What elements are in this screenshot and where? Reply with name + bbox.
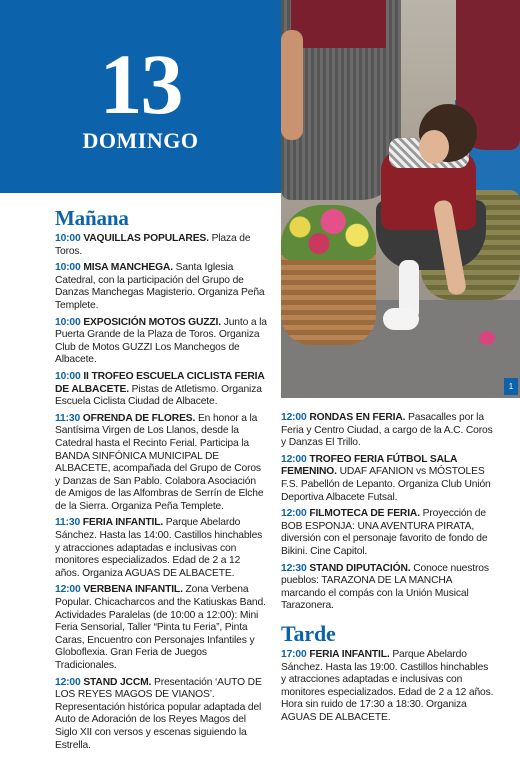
schedule-column-left bbox=[55, 205, 267, 756]
event-description: En honor a la Santísima Virgen de Los Llanos, desde la Catedral hasta el Recinto Ferial. Participa la BANDA SINFÓNICA MUNICIPAL DE ALBACETE, acompañada del Grupo de Coros y Danzas de San Pablo. Colabora Asociación de Amigos de las Alfombras de Serrín de Elche de la Sierra. Organiza Peña Templete. bbox=[55, 412, 264, 512]
event-title: FERIA INFANTIL. bbox=[82, 517, 164, 529]
photo-woman-arm bbox=[281, 30, 303, 140]
event-time: 10:00 bbox=[55, 316, 81, 328]
event-description: Plaza de Toros. bbox=[55, 233, 251, 257]
event-item bbox=[55, 584, 267, 672]
page-number: 1 bbox=[504, 378, 518, 395]
schedule-column-right bbox=[281, 412, 494, 728]
section-title-morning: Mañana bbox=[55, 206, 129, 230]
morning-continued-events bbox=[281, 412, 494, 613]
event-item bbox=[55, 233, 267, 258]
event-item bbox=[281, 563, 494, 613]
day-header bbox=[0, 0, 281, 193]
event-title: STAND JCCM. bbox=[83, 676, 152, 688]
event-title: STAND DIPUTACIÓN. bbox=[309, 562, 411, 574]
event-item bbox=[55, 317, 267, 367]
event-item bbox=[281, 649, 494, 725]
section-title-afternoon: Tarde bbox=[281, 620, 336, 646]
event-item bbox=[55, 413, 267, 514]
event-title: TROFEO FERIA FÚTBOL SALA FEMENINO. bbox=[281, 453, 457, 478]
event-description: Proyección de BOB ESPONJA: UNA AVENTURA PIRATA, diversión con el personaje favorito de fondo de Bikini. Cine Capitol. bbox=[281, 508, 488, 557]
event-item bbox=[281, 454, 494, 504]
event-description: Conoce nuestros pueblos: TARAZONA DE LA MANCHA marcando el compás con la Unión Musical Tarazonera. bbox=[281, 562, 489, 612]
event-item bbox=[281, 412, 494, 450]
event-time: 12:00 bbox=[55, 676, 81, 688]
event-title: FERIA INFANTIL. bbox=[309, 648, 390, 660]
day-number: 13 bbox=[99, 36, 182, 132]
photo-rose bbox=[479, 331, 495, 345]
event-item bbox=[55, 371, 267, 409]
event-description: Santa Iglesia Catedral, con la participación del Grupo de Danzas Manchegas Magisterio. Organiza Peña Templete. bbox=[55, 262, 265, 311]
event-time: 11:30 bbox=[55, 412, 81, 424]
event-description: Zona Verbena Popular. Chicacharcos and the Katiuskas Band. Actividades Paralelas (de 10:00 a 12:00): Mini Feria Sensorial, Taller “Pinta tu Feria”, Pinta Caras, Encuentro con Personajes Infantiles y Globoflexia. Gran Feria de Juegos Tradicionales. bbox=[55, 584, 266, 671]
event-time: 12:00 bbox=[281, 508, 307, 520]
photo-girl-face bbox=[419, 130, 449, 164]
event-description: Junto a la Puerta Grande de la Plaza de Toros. Organiza Club de Motos GUZZI Los Manchegos de Albacete. bbox=[55, 316, 267, 366]
photo-girl-shoe bbox=[383, 308, 419, 330]
event-time: 10:00 bbox=[55, 233, 81, 244]
event-description: Pistas de Atletismo. Organiza Escuela Ciclista Ciudad de Albacete. bbox=[55, 383, 262, 408]
festival-photo bbox=[281, 0, 520, 398]
event-description: Parque Abelardo Sánchez. Hasta las 19:00. Castillos hinchables y atracciones adaptadas e inclusivas con monitores especializados. Edad de 2 a 12 años. Hora sin ruido de 17:30 a 18:30. Organiza AGUAS DE ALBACETE. bbox=[281, 648, 494, 723]
event-title: EXPOSICIÓN MOTOS GUZZI. bbox=[83, 316, 221, 328]
event-time: 10:00 bbox=[55, 370, 81, 382]
event-title: VAQUILLAS POPULARES. bbox=[83, 233, 209, 244]
event-title: II TROFEO ESCUELA CICLISTA FERIA DE ALBACETE. bbox=[55, 370, 265, 395]
event-item bbox=[281, 508, 494, 558]
event-title: VERBENA INFANTIL. bbox=[83, 584, 183, 596]
event-time: 12:30 bbox=[281, 562, 307, 574]
event-time: 11:30 bbox=[55, 517, 81, 529]
event-time: 12:00 bbox=[281, 453, 307, 465]
event-time: 17:00 bbox=[281, 648, 307, 660]
event-description: Pasacalles por la Feria y Centro Ciudad, a cargo de la A.C. Coros y Danzas El Trillo. bbox=[281, 412, 493, 449]
afternoon-events bbox=[281, 649, 494, 725]
photo-flowers bbox=[281, 205, 376, 260]
morning-events bbox=[55, 233, 267, 752]
event-title: MISA MANCHEGA. bbox=[83, 262, 173, 274]
event-description: Presentación ‘AUTO DE LOS REYES MAGOS DE VIANOS’. Representación histórica popular adaptada del Auto de Adoración de los Reyes Magos del Siglo XII con versos y escenas siguiendo la Estrella. bbox=[55, 676, 262, 751]
event-time: 10:00 bbox=[55, 262, 81, 274]
event-description: UDAF AFANION vs MÓSTOLES F.S. Pabellón de Lepanto. Organiza Club Unión Deportiva Albacete Futsal. bbox=[281, 466, 491, 503]
event-time: 12:00 bbox=[55, 584, 81, 596]
event-item bbox=[55, 262, 267, 312]
photo-woman-bodice bbox=[291, 0, 386, 48]
event-item bbox=[55, 677, 267, 753]
event-item bbox=[55, 517, 267, 580]
event-time: 12:00 bbox=[281, 412, 307, 423]
day-name: DOMINGO bbox=[82, 128, 199, 153]
event-title: RONDAS EN FERIA. bbox=[309, 412, 406, 423]
event-title: FILMOTECA DE FERIA. bbox=[309, 508, 420, 520]
event-description: Parque Abelardo Sánchez. Hasta las 14:00. Castillos hinchables y atracciones adaptadas e inclusivas con monitores especializados. Edad de 2 a 12 años. Organiza AGUAS DE ALBACETE. bbox=[55, 517, 263, 579]
event-title: OFRENDA DE FLORES. bbox=[82, 412, 196, 424]
